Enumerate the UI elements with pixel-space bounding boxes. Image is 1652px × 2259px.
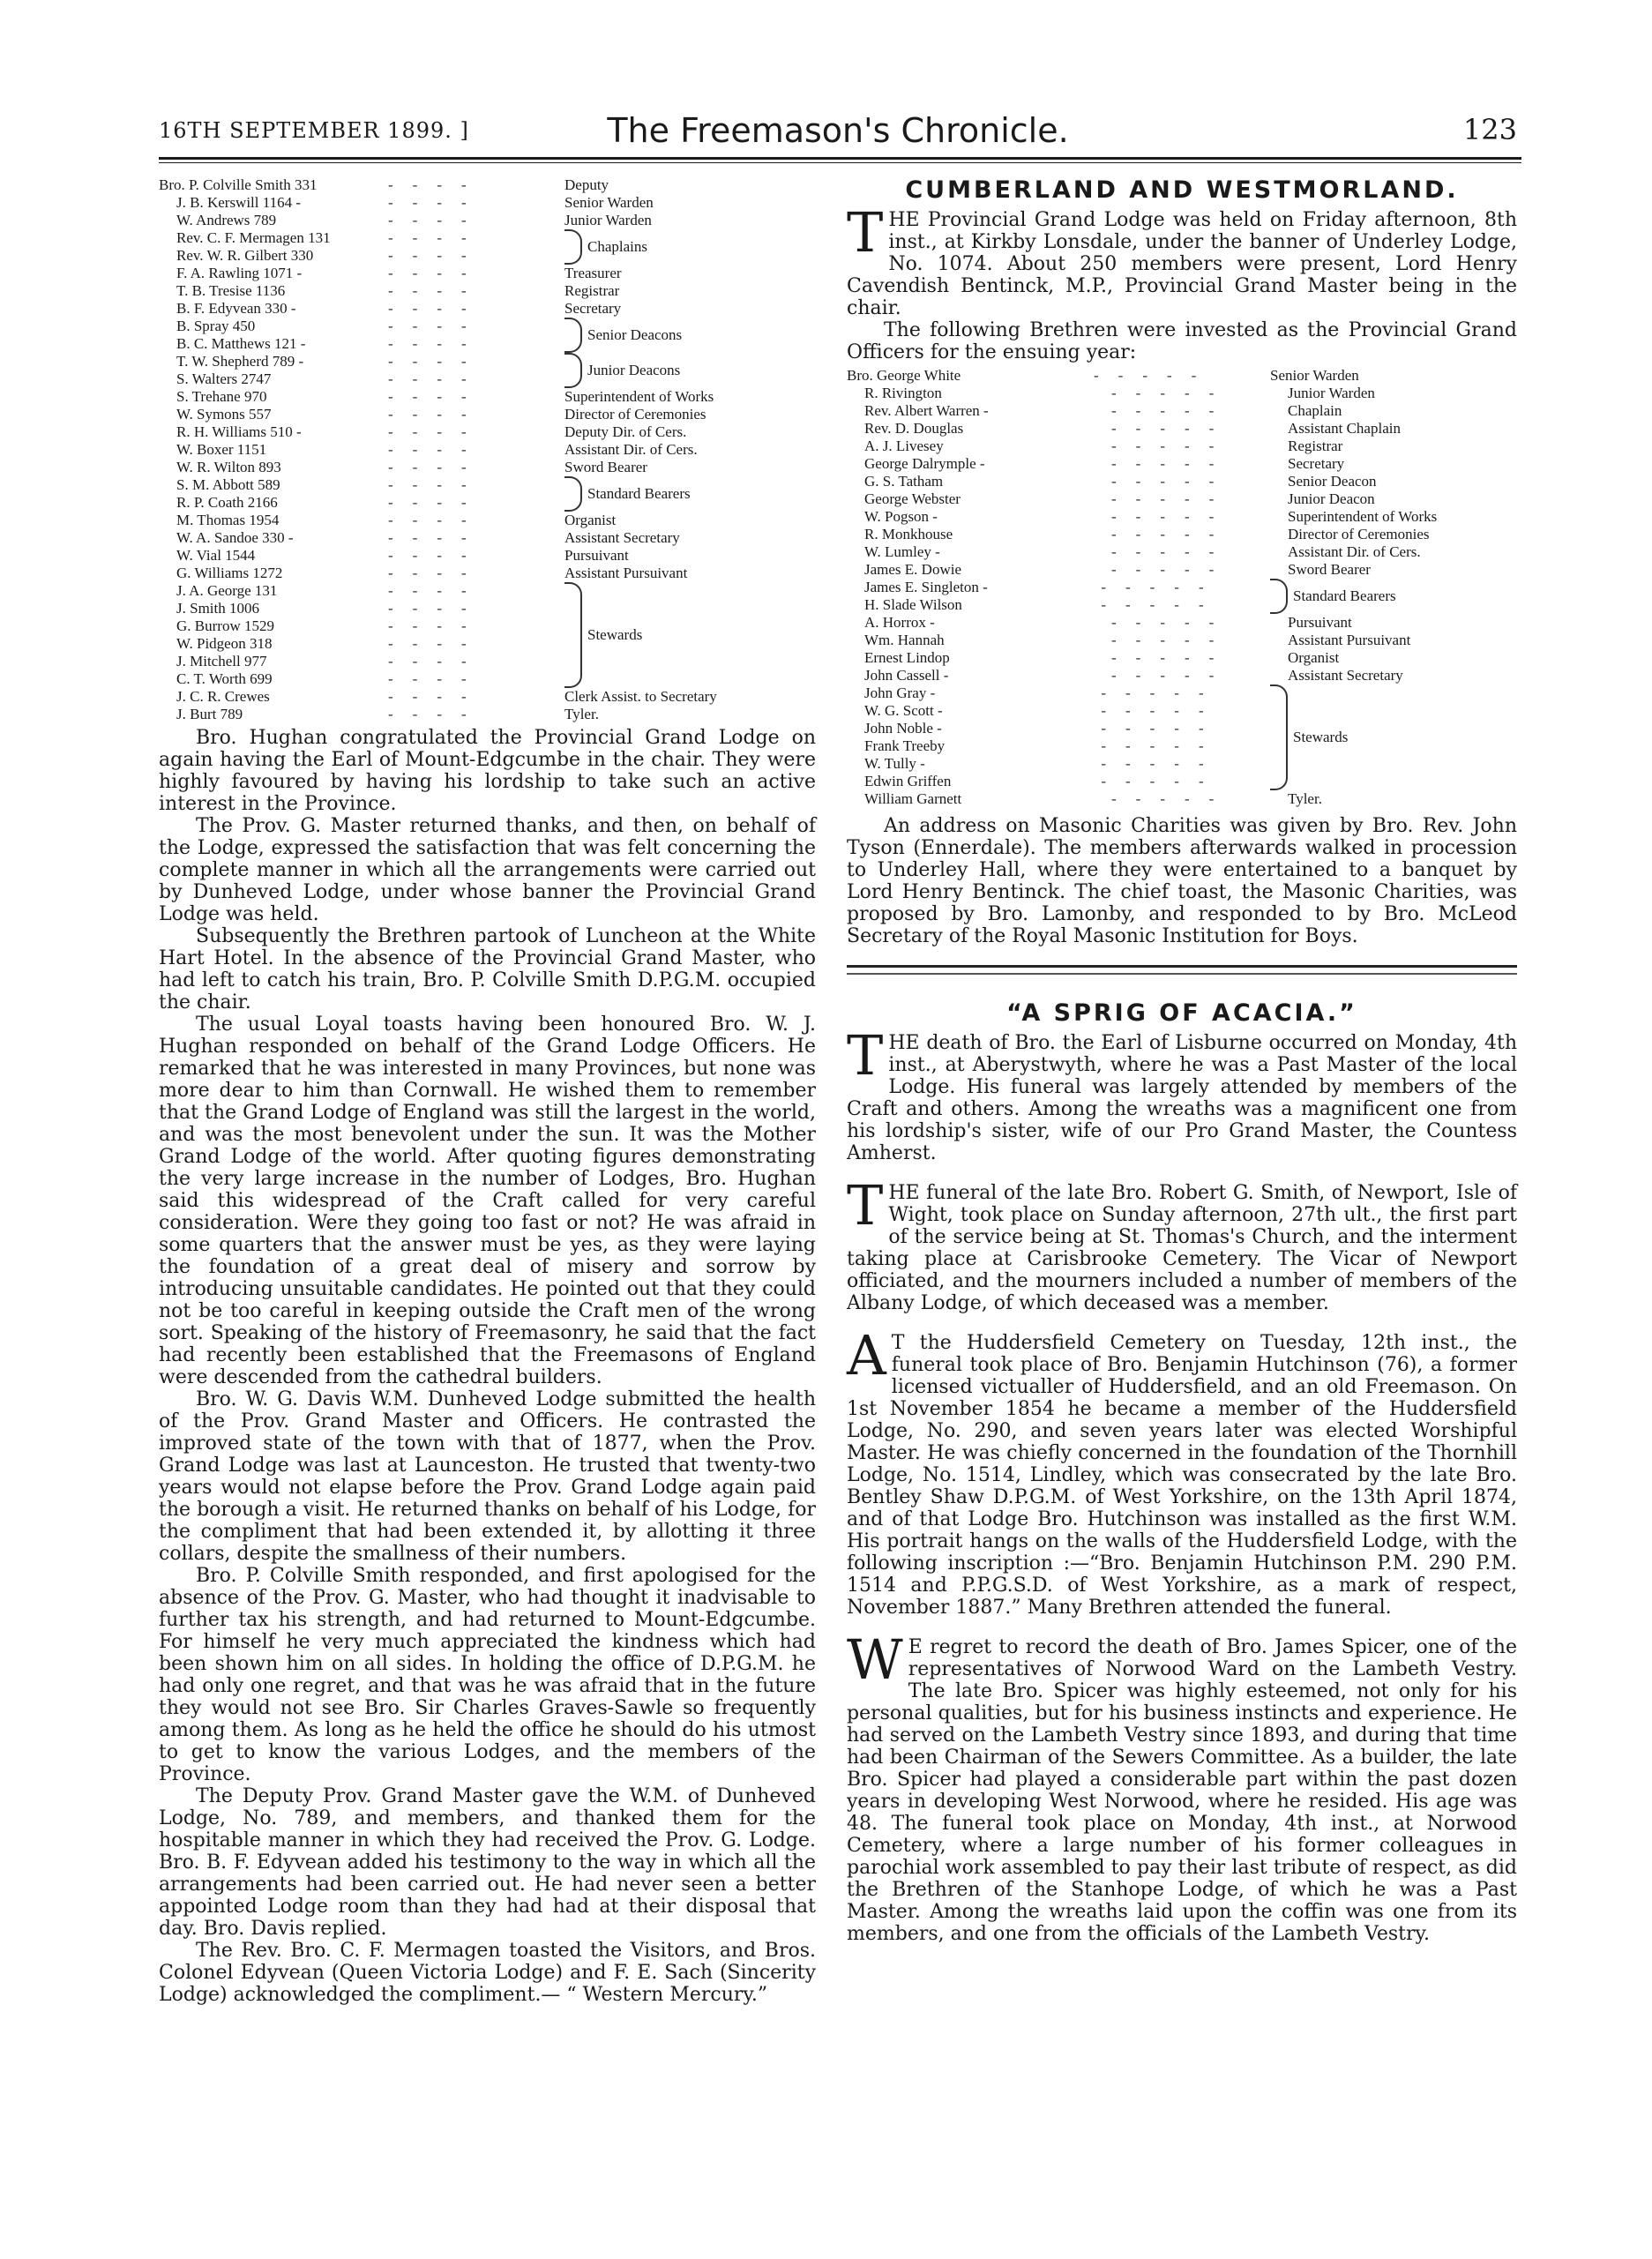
paragraph: Bro. P. Colville Smith responded, and first apologised for the absence of the Prov. G. Master, who had thought it inadvisable to further tax his strength, and had returned to Mount-Edgcumbe. For himself he very much appreciated the kindness which had been shown him on all sides. In holding the office of D.P.G.M. he had only one regret, and that was he was afraid that in the future they would not see Bro. Sir Charles Graves-Sawle so frequently among them. As long as he held the office he should do his utmost to get to know the various Lodges, and the members of the Province. — [159, 1565, 816, 1785]
officer-name: S. Trehane 970 — [176, 388, 267, 405]
brace — [564, 318, 582, 353]
leader-dots: ---- — [388, 529, 486, 546]
officer-name: John Noble - — [864, 720, 942, 737]
officer-name: W. R. Wilton 893 — [176, 459, 281, 475]
officer-row — [847, 649, 1517, 667]
officer-name: W. G. Scott - — [864, 702, 943, 719]
officer-row — [159, 547, 816, 565]
officer-office: Assistant Pursuivant — [1288, 632, 1411, 648]
officer-group-stewards — [847, 684, 1517, 790]
paragraph: An address on Masonic Charities was given by Bro. Rev. John Tyson (Ennerdale). The members afterwards walked in procession to Underley Hall, where they were entertained to a banquet by Lord Henry Bentinck. The chief toast, the Masonic Charities, was proposed by Bro. Lamonby, and responded to by Bro. McLeod Secretary of the Royal Masonic Institution for Boys. — [847, 815, 1517, 947]
drop-cap: W — [847, 1627, 903, 1692]
section-heading-cumberland: CUMBERLAND AND WESTMORLAND. — [905, 176, 1459, 204]
officer-office: Treasurer — [564, 265, 622, 281]
leader-dots: ----- — [1101, 702, 1223, 719]
officer-office: Secretary — [564, 300, 622, 317]
officer-row — [159, 265, 816, 282]
officer-row — [159, 388, 816, 406]
officer-row — [847, 684, 1270, 702]
brace — [564, 229, 582, 265]
leader-dots: ----- — [1111, 490, 1234, 507]
officer-office: Senior Warden — [564, 194, 654, 211]
officer-name: J. C. R. Crewes — [176, 688, 270, 705]
officer-row — [159, 617, 564, 635]
officer-row — [159, 353, 564, 370]
officer-row — [847, 367, 1517, 385]
officer-group-junior-deacons — [159, 353, 816, 388]
officer-name: T. W. Shepherd 789 - — [176, 353, 304, 370]
leader-dots: ----- — [1111, 455, 1234, 472]
officer-row — [159, 582, 564, 600]
officer-office: Superintendent of Works — [1288, 508, 1438, 525]
leader-dots: ---- — [388, 547, 486, 564]
officer-name: F. A. Rawling 1071 - — [176, 265, 303, 281]
leader-dots: ----- — [1111, 385, 1234, 401]
officer-row — [159, 212, 816, 229]
leader-dots: ----- — [1101, 773, 1223, 789]
officer-row — [159, 706, 816, 723]
officer-row — [847, 596, 1270, 614]
officer-row — [847, 614, 1517, 632]
officer-office: Junior Deacon — [1288, 490, 1375, 507]
officer-row — [159, 459, 816, 476]
leader-dots: ----- — [1111, 526, 1234, 542]
officer-office: Senior Deacon — [1288, 473, 1377, 490]
leader-dots: ---- — [388, 476, 486, 493]
brace — [564, 353, 582, 388]
paragraph — [847, 200, 1517, 319]
officer-name: G. Williams 1272 — [176, 565, 283, 581]
officer-row — [847, 737, 1270, 755]
right-column — [847, 176, 1517, 1945]
paragraph: The following Brethren were invested as the Provincial Grand Officers for the ensuing year: — [847, 319, 1517, 363]
leader-dots: ---- — [388, 388, 486, 405]
officer-office: Stewards — [1293, 729, 1349, 745]
leader-dots: ----- — [1101, 684, 1223, 701]
officer-name: J. Smith 1006 — [176, 600, 259, 617]
left-column — [159, 176, 816, 2006]
leader-dots: ---- — [388, 459, 486, 475]
paragraph: The Rev. Bro. C. F. Mermagen toasted the Visitors, and Bros. Colonel Edyvean (Queen Victoria Lodge) and F. E. Sach (Sincerity Lodge) acknowledged the compliment.— “ Western Mercury.” — [159, 1940, 816, 2006]
leader-dots: ---- — [388, 706, 486, 722]
officer-name: W. Pidgeon 318 — [176, 635, 273, 652]
officer-row — [847, 508, 1517, 526]
leader-dots: ---- — [388, 282, 486, 299]
officer-row — [847, 490, 1517, 508]
officer-row — [159, 688, 816, 706]
officer-name: Bro. P. Colville Smith 331 — [159, 176, 318, 193]
officer-office: Assistant Dir. of Cers. — [1288, 543, 1421, 560]
leader-dots: ---- — [388, 494, 486, 511]
leader-dots: ---- — [388, 318, 486, 334]
leader-dots: ---- — [388, 370, 486, 387]
officer-row — [847, 720, 1270, 737]
officer-name: James E. Dowie — [864, 561, 962, 578]
obituary-item — [847, 1323, 1517, 1619]
officer-name: R. Monkhouse — [864, 526, 953, 542]
officer-name: Frank Treeby — [864, 737, 946, 754]
officer-row — [159, 247, 564, 265]
leader-dots: ---- — [388, 423, 486, 440]
officer-row — [159, 335, 564, 353]
officer-row — [847, 438, 1517, 455]
officer-name: J. Burt 789 — [176, 706, 243, 722]
officer-row — [847, 667, 1517, 684]
leader-dots: ----- — [1111, 438, 1234, 454]
officer-name: John Cassell - — [864, 667, 949, 684]
officer-name: G. S. Tatham — [864, 473, 944, 490]
officer-name: W. Lumley - — [864, 543, 940, 560]
officer-office: Chaplains — [587, 238, 647, 255]
officer-name: George Dalrymple - — [864, 455, 985, 472]
officer-group-standard-bearers — [159, 476, 816, 512]
leader-dots: ---- — [388, 688, 486, 705]
officer-row — [159, 282, 816, 300]
officer-office: Director of Ceremonies — [564, 406, 706, 423]
officer-row — [847, 385, 1517, 402]
brace — [564, 476, 582, 512]
officer-name: B. F. Edyvean 330 - — [176, 300, 296, 317]
officer-row — [159, 441, 816, 459]
officer-name: S. M. Abbott 589 — [176, 476, 280, 493]
officer-name: George Webster — [864, 490, 961, 507]
officer-office: Stewards — [587, 626, 643, 643]
officer-name: S. Walters 2747 — [176, 370, 272, 387]
officer-office: Director of Ceremonies — [1288, 526, 1430, 542]
leader-dots: ---- — [388, 582, 486, 599]
section-heading-acacia: “A SPRIG OF ACACIA.” — [1006, 999, 1357, 1027]
leader-dots: ---- — [388, 512, 486, 528]
officer-row — [847, 420, 1517, 438]
officer-row — [159, 529, 816, 547]
intro-continuation — [847, 319, 1517, 363]
officer-name: Rev. W. R. Gilbert 330 — [176, 247, 314, 264]
leader-dots: ----- — [1101, 737, 1223, 754]
officer-row — [159, 653, 564, 670]
leader-dots: ----- — [1111, 402, 1234, 419]
officer-row — [159, 194, 816, 212]
officer-row — [847, 543, 1517, 561]
drop-cap: A — [847, 1323, 886, 1388]
officer-name: A. Horrox - — [864, 614, 935, 631]
paragraph: Bro. Hughan congratulated the Provincial Grand Lodge on again having the Earl of Mount-Edgcumbe in the chair. They were highly favoured by having his lordship to take such an active interest in the Province. — [159, 727, 816, 815]
officer-name: B. Spray 450 — [176, 318, 256, 334]
drop-cap: T — [847, 1023, 884, 1088]
leader-dots: ---- — [388, 353, 486, 370]
officer-group-standard-bearers — [847, 579, 1517, 614]
officer-office: Pursuivant — [564, 547, 629, 564]
leader-dots: ---- — [388, 670, 486, 687]
paragraph-text: T the Huddersfield Cemetery on Tuesday, 12th inst., the funeral took place of Bro. Benjamin Hutchinson (76), a former licensed victualler of Huddersfield, and an old Freemason. On 1st November 1854 he became a member of the Huddersfield Lodge, No. 290, and seven years later was elected Worshipful Master. He was chiefly concerned in the foundation of the Thornhill Lodge, No. 1514, Lindley, which was consecrated by the late Bro. Bentley Shaw D.P.G.M. of West Yorkshire, on the 13th April 1874, and of that Lodge Bro. Hutchinson was installed as the first W.M. His portrait hangs on the walls of the Huddersfield Lodge, with the following inscription :—“Bro. Benjamin Hutchinson P.M. 290 P.M. 1514 and P.P.G.S.D. of West Yorkshire, as a mark of respect, November 1887.” Many Brethren attended the funeral. — [847, 1332, 1517, 1619]
leader-dots: ----- — [1101, 755, 1223, 772]
officer-office: Organist — [1288, 649, 1340, 666]
officer-row — [159, 318, 564, 335]
officer-office: Registrar — [564, 282, 620, 299]
officer-office: Assistant Chaplain — [1288, 420, 1401, 437]
officer-name: H. Slade Wilson — [864, 596, 962, 613]
officer-row — [847, 755, 1270, 773]
officer-row — [159, 476, 564, 494]
leader-dots: ----- — [1111, 508, 1234, 525]
obituary-item — [847, 1173, 1517, 1314]
officer-name: T. B. Tresise 1136 — [176, 282, 286, 299]
officer-row — [847, 526, 1517, 543]
paragraph-text: E regret to record the death of Bro. James Spicer, one of the representatives of Norwood Ward on the Lambeth Vestry. The late Bro. Spicer was highly esteemed, not only for his personal qualities, but for his business instincts and experience. He had served on the Lambeth Vestry since 1893, and during that time had been Chairman of the Sewers Committee. As a builder, the late Bro. Spicer had played a considerable part within the past dozen years in developing West Norwood, where he resided. His age was 48. The funeral took place on Monday, 4th inst., at Norwood Cemetery, where a large number of his former colleagues in parochial work assembled to pay their last tribute of respect, as did the Brethren of the Stanhope Lodge, of which he was a Past Master. Among the wreaths laid upon the coffin was one from its members, and one from the officials of the Lambeth Vestry. — [847, 1636, 1517, 1945]
officer-office: Chaplain — [1288, 402, 1342, 419]
leader-dots: ---- — [388, 247, 486, 264]
officer-name: W. Tully - — [864, 755, 925, 772]
officer-group-stewards — [159, 582, 816, 688]
leader-dots: ----- — [1111, 632, 1234, 648]
drop-cap: T — [847, 200, 884, 265]
officer-office: Junior Warden — [564, 212, 652, 228]
officer-row — [159, 406, 816, 423]
officer-office: Assistant Secretary — [564, 529, 680, 546]
issue-date: 16TH SEPTEMBER 1899. ] — [159, 118, 469, 143]
officer-office: Tyler. — [1288, 790, 1322, 807]
leader-dots: ----- — [1111, 667, 1234, 684]
leader-dots: ----- — [1101, 720, 1223, 737]
officer-office: Assistant Secretary — [1288, 667, 1403, 684]
leader-dots: ----- — [1111, 790, 1234, 807]
officer-name: M. Thomas 1954 — [176, 512, 280, 528]
leader-dots: ---- — [388, 635, 486, 652]
officer-group-chaplains — [159, 229, 816, 265]
officer-row — [847, 455, 1517, 473]
paragraph: The Deputy Prov. Grand Master gave the W.M. of Dunheved Lodge, No. 789, and members, and thanked them for the hospitable manner in which they had received the Prov. G. Lodge. Bro. B. F. Edyvean added his testimony to the way in which all the arrangements had been carried out. He had never seen a better appointed Lodge room than they had had at their disposal that day. Bro. Davis replied. — [159, 1785, 816, 1940]
officer-name: W. Symons 557 — [176, 406, 272, 423]
officer-name: J. B. Kerswill 1164 - — [176, 194, 302, 211]
officer-name: R. P. Coath 2166 — [176, 494, 278, 511]
leader-dots: ----- — [1111, 420, 1234, 437]
officer-row — [847, 632, 1517, 649]
officer-row — [847, 773, 1270, 790]
leader-dots: ----- — [1101, 579, 1223, 595]
officer-office: Junior Deacons — [587, 362, 681, 378]
brace — [564, 582, 582, 688]
officer-name: R. H. Williams 510 - — [176, 423, 302, 440]
leader-dots: ---- — [388, 406, 486, 423]
officer-office: Senior Deacons — [587, 326, 683, 343]
cumberland-closing — [847, 815, 1517, 947]
paragraph: The Prov. G. Master returned thanks, and then, on behalf of the Lodge, expressed the satisfaction that was felt concerning the complete manner in which all the arrangements were carried out by Dunheved Lodge, under whose banner the Provincial Grand Lodge was held. — [159, 815, 816, 925]
cumberland-officer-list — [847, 367, 1517, 808]
officer-row — [159, 600, 564, 617]
officer-office: Clerk Assist. to Secretary — [564, 688, 717, 705]
leader-dots: ---- — [388, 300, 486, 317]
officer-office: Deputy — [564, 176, 609, 193]
officer-row — [847, 702, 1270, 720]
officer-office: Superintendent of Works — [564, 388, 714, 405]
officer-name: Rev. Albert Warren - — [864, 402, 989, 419]
brace — [1270, 579, 1288, 614]
officer-name: W. Boxer 1151 — [176, 441, 267, 458]
officer-office: Organist — [564, 512, 617, 528]
section-divider — [847, 965, 1517, 975]
officer-row — [159, 370, 564, 388]
officer-office: Pursuivant — [1288, 614, 1352, 631]
officer-name: A. J. Livesey — [864, 438, 944, 454]
officer-group-senior-deacons — [159, 318, 816, 353]
paragraph: Bro. W. G. Davis W.M. Dunheved Lodge submitted the health of the Prov. Grand Master and Officers. He contrasted the improved state of the town with that of 1877, when the Prov. Grand Lodge was last at Launceston. He trusted that twenty-two years would not elapse before the Prov. Grand Lodge again paid the borough a visit. He returned thanks on behalf of his Lodge, for the compliment that had been extended it, by allotting it three collars, despite the smallness of their numbers. — [159, 1388, 816, 1565]
officer-row — [159, 565, 816, 582]
leader-dots: ----- — [1111, 649, 1234, 666]
officer-row — [847, 473, 1517, 490]
leader-dots: ---- — [388, 194, 486, 211]
officer-name: Bro. George White — [847, 367, 961, 384]
officer-row — [159, 300, 816, 318]
officer-name: C. T. Worth 699 — [176, 670, 273, 687]
officer-name: R. Rivington — [864, 385, 942, 401]
leader-dots: ---- — [388, 335, 486, 352]
officer-office: Assistant Dir. of Cers. — [564, 441, 698, 458]
leader-dots: ----- — [1111, 614, 1234, 631]
officer-name: James E. Singleton - — [864, 579, 988, 595]
officer-name: William Garnett — [864, 790, 962, 807]
officer-name: Edwin Griffen — [864, 773, 952, 789]
officer-name: Rev. D. Douglas — [864, 420, 964, 437]
officer-office: Junior Warden — [1288, 385, 1375, 401]
officer-name: G. Burrow 1529 — [176, 617, 274, 634]
officer-name: W. A. Sandoe 330 - — [176, 529, 294, 546]
officer-office: Senior Warden — [1270, 367, 1359, 384]
officer-row — [847, 561, 1517, 579]
paragraph: Subsequently the Brethren partook of Luncheon at the White Hart Hotel. In the absence of the Provincial Grand Master, who had left to catch his train, Bro. P. Colville Smith D.P.G.M. occupied the chair. — [159, 925, 816, 1014]
paragraph-text: HE Provincial Grand Lodge was held on Friday afternoon, 8th inst., at Kirkby Lonsdale, under the banner of Underley Lodge, No. 1074. About 250 members were present, Lord Henry Cavendish Bentinck, M.P., Provincial Grand Master being in the chair. — [847, 209, 1517, 319]
leader-dots: ---- — [388, 229, 486, 246]
officer-name: B. C. Matthews 121 - — [176, 335, 306, 352]
header-rule-thin — [159, 162, 1521, 163]
leader-dots: ----- — [1111, 543, 1234, 560]
officer-office: Sword Bearer — [564, 459, 647, 475]
officer-office: Sword Bearer — [1288, 561, 1371, 578]
paragraph-text: HE death of Bro. the Earl of Lisburne occurred on Monday, 4th inst., at Aberystwyth, where he was a Past Master of the local Lodge. His funeral was largely attended by members of the Craft and others. Among the wreaths was a magnificent one from his lordship's sister, wife of our Pro Grand Master, the Countess Amherst. — [847, 1032, 1517, 1164]
leader-dots: ---- — [388, 600, 486, 617]
leader-dots: ---- — [388, 617, 486, 634]
leader-dots: ---- — [388, 653, 486, 669]
officer-office: Standard Bearers — [587, 485, 691, 502]
officer-name: John Gray - — [864, 684, 936, 701]
officer-name: Ernest Lindop — [864, 649, 950, 666]
officer-office: Registrar — [1288, 438, 1343, 454]
officer-office: Tyler. — [564, 706, 599, 722]
officer-office: Assistant Pursuivant — [564, 565, 688, 581]
leader-dots: ----- — [1111, 561, 1234, 578]
officer-name: J. Mitchell 977 — [176, 653, 267, 669]
leader-dots: ---- — [388, 176, 486, 193]
page-header — [159, 111, 1517, 153]
officer-name: J. A. George 131 — [176, 582, 278, 599]
officer-row — [159, 229, 564, 247]
masthead-title: The Freemason's Chronicle. — [607, 111, 1069, 150]
officer-row — [847, 790, 1517, 808]
officer-name: W. Pogson - — [864, 508, 938, 525]
officer-name: W. Vial 1544 — [176, 547, 256, 564]
paragraph-text: HE funeral of the late Bro. Robert G. Smith, of Newport, Isle of Wight, took place on Sunday afternoon, 27th ult., the first part of the service being at St. Thomas's Church, and the interment taking place at Carisbrooke Cemetery. The Vicar of Newport officiated, and the mourners included a number of members of the Albany Lodge, of which deceased was a member. — [847, 1182, 1517, 1314]
leader-dots: ---- — [388, 441, 486, 458]
leader-dots: ----- — [1101, 596, 1223, 613]
officer-row — [847, 579, 1270, 596]
leader-dots: ----- — [1111, 473, 1234, 490]
officer-name: Rev. C. F. Mermagen 131 — [176, 229, 331, 246]
officer-row — [847, 402, 1517, 420]
officer-row — [159, 670, 564, 688]
officer-name: W. Andrews 789 — [176, 212, 277, 228]
brace — [1270, 684, 1288, 790]
officer-name: Wm. Hannah — [864, 632, 945, 648]
paragraph: The usual Loyal toasts having been honoured Bro. W. J. Hughan responded on behalf of the Grand Lodge Officers. He remarked that he was interested in many Provinces, but none was more dear to him than Cornwall. He wished them to remember that the Grand Lodge of England was still the largest in the world, and was the most benevolent under the sun. It was the Mother Grand Lodge of the world. After quoting figures demonstrating the very large increase in the number of Lodges, Bro. Hughan said this widespread of the Craft called for very careful consideration. Were they going too fast or not? He was afraid in some quarters that the answer must be yes, as they were laying the foundation of a great deal of misery and sorrow by introducing unsuitable candidates. He pointed out that they could not be too careful in keeping outside the Craft men of the wrong sort. Speaking of the history of Freemasonry, he said that the fact had recently been established that the Freemasons of England were descended from the cathedral builders. — [159, 1014, 816, 1388]
officer-office: Standard Bearers — [1293, 587, 1396, 604]
leader-dots: ---- — [388, 565, 486, 581]
leader-dots: ----- — [1094, 367, 1216, 384]
officer-row — [159, 423, 816, 441]
drop-cap: T — [847, 1173, 884, 1238]
cornwall-officer-list — [159, 176, 816, 723]
officer-office: Secretary — [1288, 455, 1345, 472]
cornwall-report-body — [159, 727, 816, 2006]
page-number: 123 — [1462, 113, 1517, 146]
officer-row — [159, 635, 564, 653]
header-rule — [159, 157, 1521, 160]
officer-row — [159, 494, 564, 512]
obituary-item — [847, 1627, 1517, 1945]
leader-dots: ---- — [388, 212, 486, 228]
officer-row — [159, 176, 816, 194]
obituary-item — [847, 1023, 1517, 1164]
officer-row — [159, 512, 816, 529]
officer-office: Deputy Dir. of Cers. — [564, 423, 687, 440]
leader-dots: ---- — [388, 265, 486, 281]
